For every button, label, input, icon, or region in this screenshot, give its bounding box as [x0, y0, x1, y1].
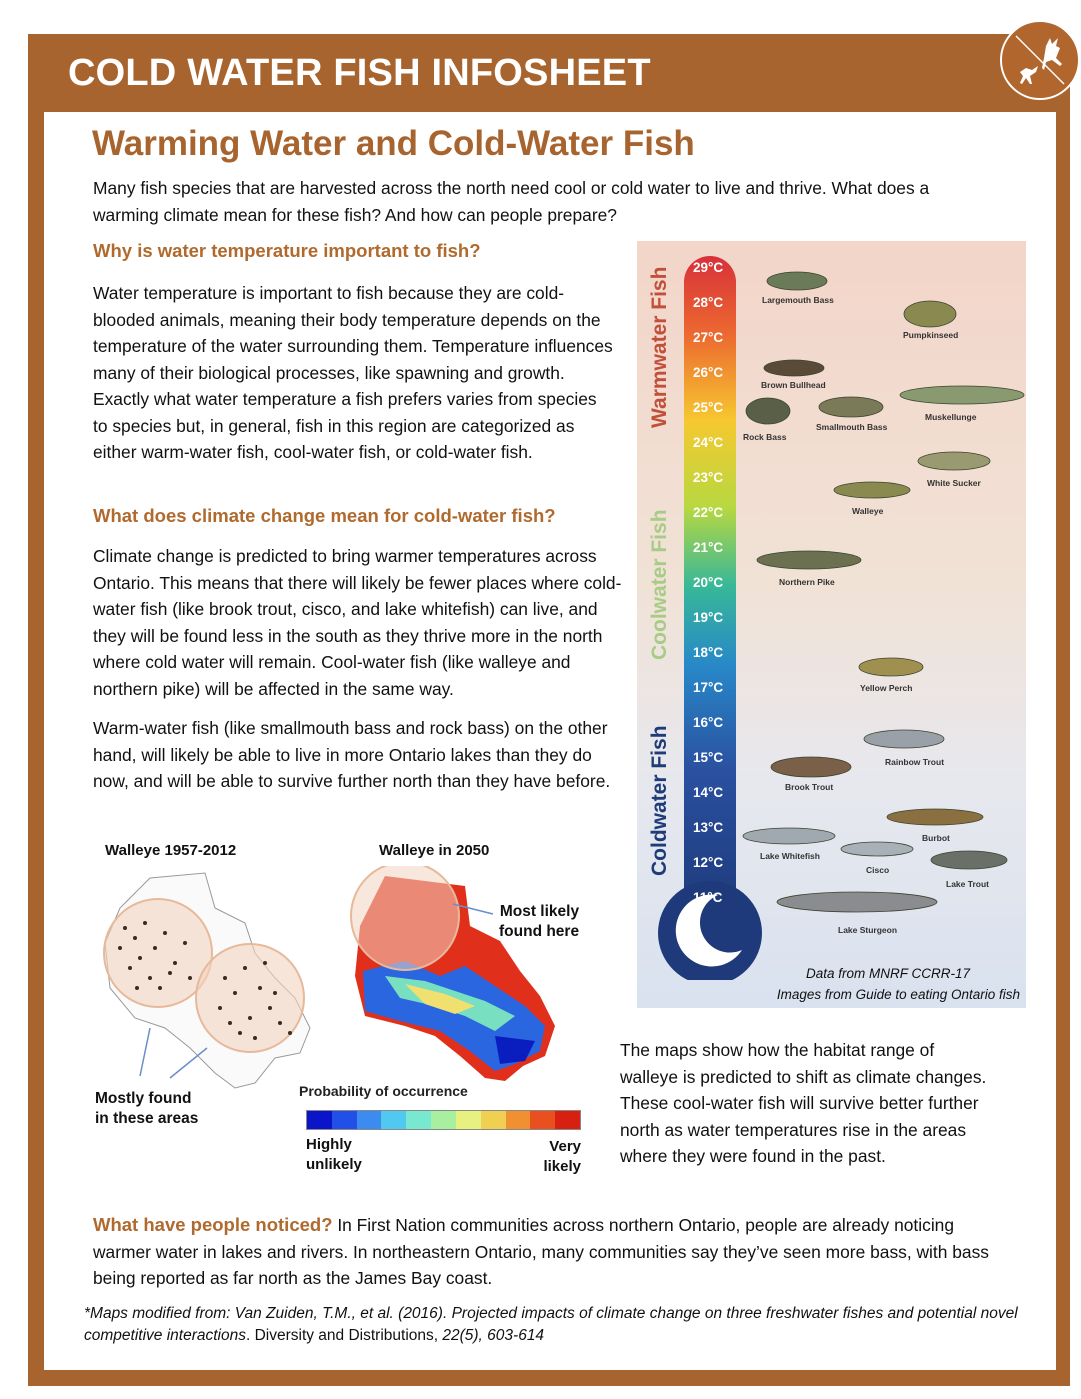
legend-swatch [357, 1111, 382, 1129]
legend-swatch [381, 1111, 406, 1129]
lake-sturgeon-icon [777, 892, 937, 912]
legend-title: Probability of occurrence [299, 1083, 468, 1099]
temperature-tick: 21°C [693, 540, 724, 555]
smallmouth-bass-icon [819, 397, 883, 417]
temperature-tick: 12°C [693, 855, 724, 870]
intro-text: Many fish species that are harvested across the north need cool or cold water to live and thrive. What does a warming climate mean for these fish? And how can people prepare? [93, 178, 930, 225]
fish-label: Lake Trout [946, 879, 989, 889]
northern-pike-icon [757, 551, 861, 569]
muskellunge-icon [900, 386, 1024, 404]
temperature-tick: 27°C [693, 330, 724, 345]
zone-warmwater: Warmwater Fish [648, 266, 671, 428]
footnote-volume: 22(5), 603-614 [442, 1327, 545, 1344]
legend-high-line1: Very [549, 1138, 581, 1155]
temperature-tick: 25°C [693, 400, 724, 415]
fish-label: Northern Pike [779, 577, 835, 587]
legend-swatch [332, 1111, 357, 1129]
map-2050 [345, 866, 585, 1086]
map-note-historic [95, 1089, 198, 1129]
fish-label: Walleye [852, 506, 884, 516]
legend-swatch [431, 1111, 456, 1129]
page-title: Warming Water and Cold-Water Fish [92, 124, 695, 163]
cisco-icon [841, 842, 913, 856]
legend-swatch [555, 1111, 580, 1129]
temperature-tick: 20°C [693, 575, 724, 590]
section-body-why: Water temperature is important to fish because they are cold-blooded animals, meaning their body temperature depends on the temperature of the water surrounding them. Temperature influences many of their biological processes, like spawning and growth. Exactly what water temperature a fish prefers varies from species to species but, in general, fish in this region are categorized as either warm-water fish, cool-water fish, or cold-water fish. [93, 283, 613, 462]
legend-low-line1: Highly [306, 1136, 352, 1153]
map-title-2050: Walleye in 2050 [379, 842, 490, 859]
fish-label: White Sucker [927, 478, 981, 488]
fish-label: Cisco [866, 865, 890, 875]
temperature-tick: 24°C [693, 435, 724, 450]
map-historic [95, 868, 335, 1093]
logo [1000, 20, 1080, 100]
temperature-tick: 23°C [693, 470, 724, 485]
rock-bass-icon [746, 398, 790, 424]
temperature-tick: 15°C [693, 750, 724, 765]
fish-illustrations [737, 255, 1027, 945]
temperature-tick: 16°C [693, 715, 724, 730]
fish-label: Smallmouth Bass [816, 422, 888, 432]
legend-swatch [481, 1111, 506, 1129]
fish-label: Muskellunge [925, 412, 977, 422]
temperature-tick: 11°C [693, 890, 723, 905]
zone-coldwater: Coldwater Fish [648, 725, 671, 876]
rainbow-trout-icon [864, 730, 944, 748]
legend-low-line2: unlikely [306, 1156, 362, 1173]
fish-label: Lake Sturgeon [838, 925, 898, 935]
temperature-tick: 28°C [693, 295, 724, 310]
map-title-historic: Walleye 1957-2012 [105, 842, 237, 859]
pumpkinseed-icon [904, 301, 956, 327]
largemouth-bass-icon [767, 272, 827, 290]
walleye-icon [834, 482, 910, 498]
legend-swatch [506, 1111, 531, 1129]
footnote-citation: *Maps modified from: Van Zuiden, T.M., et al. (2016). Projected impacts of climate change on three freshwater fishes and potential novel competitive interactions [84, 1305, 1018, 1344]
banner-title: COLD WATER FISH INFOSHEET [68, 52, 651, 94]
fish-label: Largemouth Bass [762, 295, 834, 305]
fish-label: Rainbow Trout [885, 757, 945, 767]
arrow-right [170, 1048, 207, 1078]
temperature-tick: 29°C [693, 260, 724, 275]
yellow-perch-icon [859, 658, 923, 676]
zone-coolwater: Coolwater Fish [648, 509, 671, 660]
maps-caption: The maps show how the habitat range of walleye is predicted to shift as climate changes. These cool-water fish will survive better further north as water temperatures rise in the areas where they were found in the past. [620, 1040, 987, 1166]
section-body-climate: Climate change is predicted to bring warmer temperatures across Ontario. This means that there will likely be fewer places where cold-water fish (like brook trout, cisco, and lake whitefish) can live, and they will be found less in the south as they thrive more in the north where cold water will remain. Cool-water fish (like walleye and northern pike) will be affected in the same way. [93, 546, 622, 699]
lake-trout-icon [931, 851, 1007, 869]
footnote [84, 1303, 1044, 1347]
fish-label: Lake Whitefish [760, 851, 820, 861]
temperature-tick: 22°C [693, 505, 724, 520]
section-body-warmwater: Warm-water fish (like smallmouth bass and rock bass) on the other hand, will likely be able to live in more Ontario lakes than they do now, and will be able to survive further north than they have before. [93, 718, 611, 791]
legend-swatch [530, 1111, 555, 1129]
credit-data: Data from MNRF CCRR-17 [805, 966, 970, 981]
fish-label: Brook Trout [785, 782, 834, 792]
legend-low-label [306, 1135, 362, 1175]
temperature-tick: 14°C [693, 785, 724, 800]
legend-color-bar [306, 1110, 581, 1130]
footnote-journal: . Diversity and Distributions, [245, 1327, 443, 1344]
map-note-historic-line2: in these areas [95, 1110, 199, 1127]
section-heading-noticed: What have people noticed? [93, 1214, 333, 1235]
temperature-tick: 13°C [693, 820, 724, 835]
section-heading-climate: What does climate change mean for cold-water fish? [93, 505, 556, 526]
legend-swatch [406, 1111, 431, 1129]
legend-swatch [456, 1111, 481, 1129]
arrow-left [140, 1028, 150, 1076]
section-noticed [93, 1212, 993, 1292]
legend-swatch [307, 1111, 332, 1129]
credit-images: Images from Guide to eating Ontario fish [776, 987, 1020, 1002]
deer-logo-icon [1002, 22, 1078, 98]
legend-high-line2: likely [543, 1158, 581, 1175]
map-note-historic-line1: Mostly found [95, 1090, 192, 1107]
fish-label: Pumpkinseed [903, 330, 959, 340]
fish-label: Rock Bass [743, 432, 787, 442]
map-note-2050-line1: Most likely [499, 903, 580, 920]
temperature-tick: 19°C [693, 610, 724, 625]
section-body-noticed: In First Nation communities across northern Ontario, people are already noticing warmer water in lakes and rivers. In northeastern Ontario, many communities say they’ve seen more bass, with bass being reported as far north as the James Bay coast. [93, 1215, 989, 1288]
fish-label: Brown Bullhead [761, 380, 826, 390]
burbot-icon [887, 809, 983, 825]
legend-high-label [520, 1137, 581, 1177]
fish-label: Burbot [922, 833, 950, 843]
map-note-2050-line2: found here [499, 923, 580, 940]
temperature-tick: 18°C [693, 645, 724, 660]
fish-label: Yellow Perch [860, 683, 913, 693]
section-heading-why: Why is water temperature important to fish? [93, 240, 481, 261]
brown-bullhead-icon [764, 360, 824, 376]
temperature-tick: 26°C [693, 365, 724, 380]
temperature-tick: 17°C [693, 680, 724, 695]
lake-whitefish-icon [743, 828, 835, 844]
map-note-2050 [499, 902, 579, 942]
white-sucker-icon [918, 452, 990, 470]
brook-trout-icon [771, 757, 851, 777]
